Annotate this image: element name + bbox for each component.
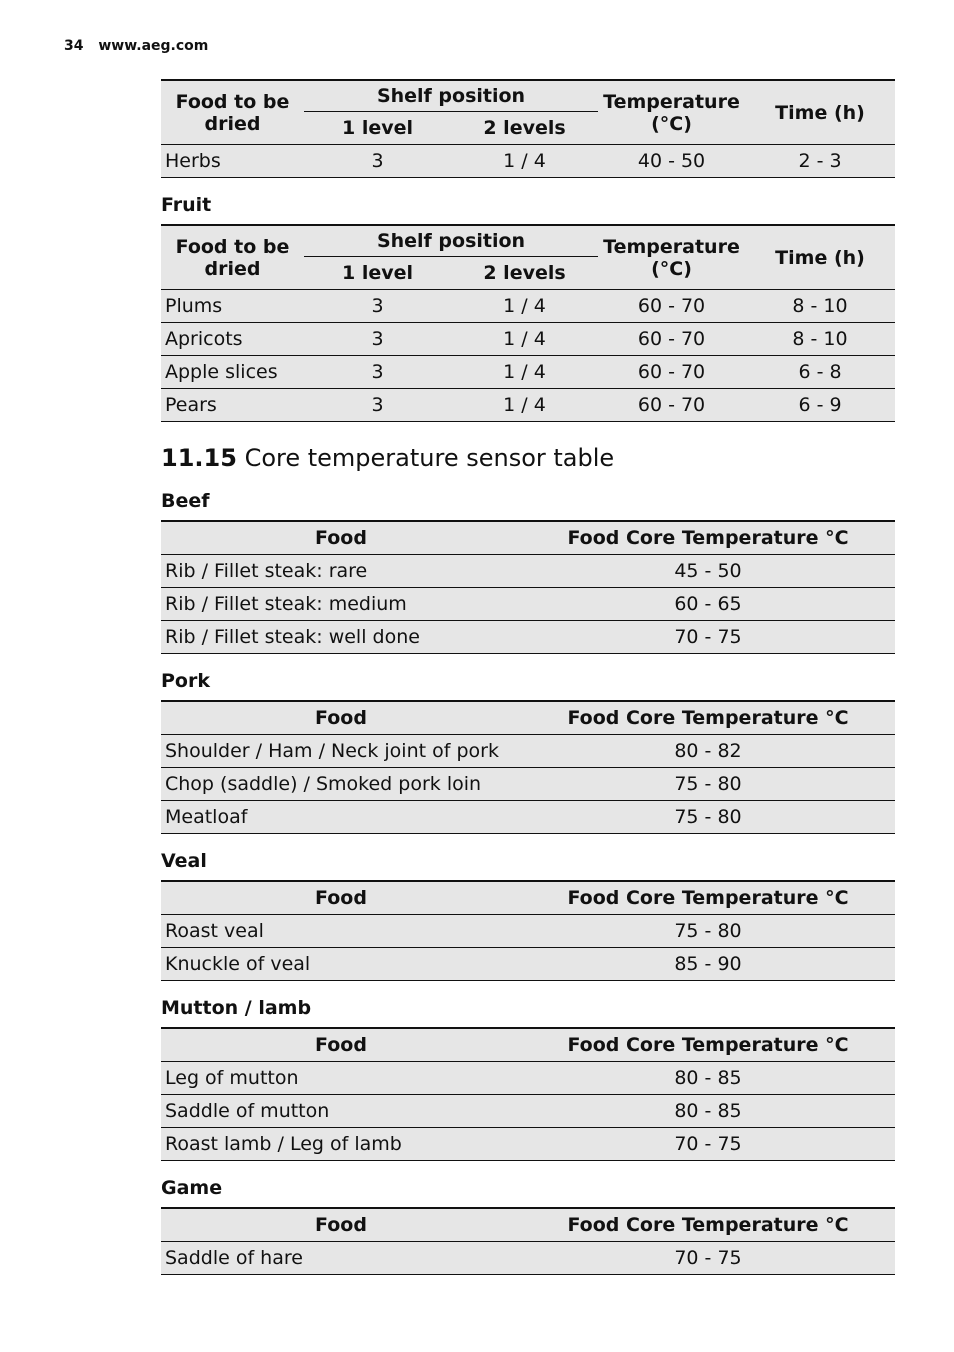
table-cell: 75 - 80 [521, 915, 895, 948]
table-row [161, 145, 895, 178]
table-cell: 40 - 50 [598, 145, 745, 178]
col-core-temp: Food Core Temperature °C [521, 521, 895, 555]
mutton-body [161, 1062, 895, 1161]
table-row [161, 801, 895, 834]
table-cell: 6 - 8 [745, 356, 895, 389]
col-core-temp: Food Core Temperature °C [521, 701, 895, 735]
herbs-body [161, 145, 895, 178]
table-cell: Leg of mutton [161, 1062, 521, 1095]
col-shelf-position: Shelf position [304, 225, 598, 257]
table-row [161, 1062, 895, 1095]
section-heading [161, 444, 895, 474]
table-row [161, 735, 895, 768]
table-cell: 3 [304, 323, 451, 356]
col-core-temp: Food Core Temperature °C [521, 1208, 895, 1242]
table-cell: 2 - 3 [745, 145, 895, 178]
table-cell: 8 - 10 [745, 290, 895, 323]
mutton-table [161, 1027, 895, 1161]
col-food: Food [161, 701, 521, 735]
table-row [161, 1128, 895, 1161]
table-cell: 1 / 4 [451, 145, 598, 178]
table-cell: 1 / 4 [451, 290, 598, 323]
table-cell: 70 - 75 [521, 1242, 895, 1275]
game-table [161, 1207, 895, 1275]
col-1-level: 1 level [304, 112, 451, 145]
pork-label: Pork [161, 670, 210, 692]
table-cell: 85 - 90 [521, 948, 895, 981]
table-cell: Plums [161, 290, 304, 323]
table-cell: Herbs [161, 145, 304, 178]
table-cell: Rib / Fillet steak: rare [161, 555, 521, 588]
page-content [161, 79, 895, 1275]
table-row [161, 768, 895, 801]
table-row [161, 356, 895, 389]
table-cell: 60 - 65 [521, 588, 895, 621]
table-cell: Roast veal [161, 915, 521, 948]
col-time: Time (h) [745, 80, 895, 145]
table-row [161, 588, 895, 621]
table-cell: 3 [304, 145, 451, 178]
table-cell: Apple slices [161, 356, 304, 389]
table-row [161, 1242, 895, 1275]
veal-body [161, 915, 895, 981]
table-cell: 80 - 85 [521, 1062, 895, 1095]
col-time: Time (h) [745, 225, 895, 290]
col-core-temp: Food Core Temperature °C [521, 881, 895, 915]
col-food-to-be-dried: Food to be dried [161, 225, 304, 290]
col-temperature: Temperature (°C) [598, 80, 745, 145]
col-food-to-be-dried: Food to be dried [161, 80, 304, 145]
fruit-label: Fruit [161, 194, 212, 216]
table-row [161, 915, 895, 948]
col-2-levels: 2 levels [451, 112, 598, 145]
veal-label: Veal [161, 850, 207, 872]
mutton-label: Mutton / lamb [161, 997, 312, 1019]
table-cell: Saddle of hare [161, 1242, 521, 1275]
table-cell: 60 - 70 [598, 356, 745, 389]
table-cell: 60 - 70 [598, 389, 745, 422]
table-cell: 80 - 85 [521, 1095, 895, 1128]
col-food: Food [161, 1028, 521, 1062]
table-cell: Pears [161, 389, 304, 422]
table-cell: Apricots [161, 323, 304, 356]
fruit-body [161, 290, 895, 422]
table-cell: 70 - 75 [521, 1128, 895, 1161]
game-body [161, 1242, 895, 1275]
beef-body [161, 555, 895, 654]
section-title: Core temperature sensor table [244, 444, 615, 472]
table-cell: 3 [304, 290, 451, 323]
col-food: Food [161, 881, 521, 915]
site-url: www.aeg.com [98, 38, 209, 54]
table-cell: 70 - 75 [521, 621, 895, 654]
table-row [161, 389, 895, 422]
col-food: Food [161, 521, 521, 555]
col-core-temp: Food Core Temperature °C [521, 1028, 895, 1062]
col-food: Food [161, 1208, 521, 1242]
table-cell: 8 - 10 [745, 323, 895, 356]
col-2-levels: 2 levels [451, 257, 598, 290]
beef-label: Beef [161, 490, 210, 512]
table-cell: Knuckle of veal [161, 948, 521, 981]
table-cell: Saddle of mutton [161, 1095, 521, 1128]
page-number: 34 [64, 38, 84, 54]
section-number: 11.15 [161, 444, 237, 472]
table-cell: 6 - 9 [745, 389, 895, 422]
table-cell: Rib / Fillet steak: medium [161, 588, 521, 621]
veal-table [161, 880, 895, 981]
table-cell: Meatloaf [161, 801, 521, 834]
herbs-table [161, 79, 895, 178]
table-cell: 1 / 4 [451, 356, 598, 389]
table-row [161, 948, 895, 981]
table-row [161, 1095, 895, 1128]
table-row [161, 621, 895, 654]
table-cell: 45 - 50 [521, 555, 895, 588]
table-row [161, 323, 895, 356]
table-row [161, 555, 895, 588]
game-label: Game [161, 1177, 223, 1199]
table-cell: Shoulder / Ham / Neck joint of pork [161, 735, 521, 768]
table-cell: 1 / 4 [451, 389, 598, 422]
page-header [64, 38, 218, 54]
table-cell: Roast lamb / Leg of lamb [161, 1128, 521, 1161]
table-cell: 80 - 82 [521, 735, 895, 768]
fruit-table [161, 224, 895, 422]
table-row [161, 290, 895, 323]
table-cell: 3 [304, 356, 451, 389]
table-cell: 75 - 80 [521, 768, 895, 801]
table-cell: 75 - 80 [521, 801, 895, 834]
table-cell: 60 - 70 [598, 290, 745, 323]
beef-table [161, 520, 895, 654]
table-cell: Chop (saddle) / Smoked pork loin [161, 768, 521, 801]
table-cell: 3 [304, 389, 451, 422]
pork-body [161, 735, 895, 834]
table-cell: Rib / Fillet steak: well done [161, 621, 521, 654]
table-cell: 60 - 70 [598, 323, 745, 356]
col-1-level: 1 level [304, 257, 451, 290]
table-cell: 1 / 4 [451, 323, 598, 356]
col-temperature: Temperature (°C) [598, 225, 745, 290]
col-shelf-position: Shelf position [304, 80, 598, 112]
pork-table [161, 700, 895, 834]
